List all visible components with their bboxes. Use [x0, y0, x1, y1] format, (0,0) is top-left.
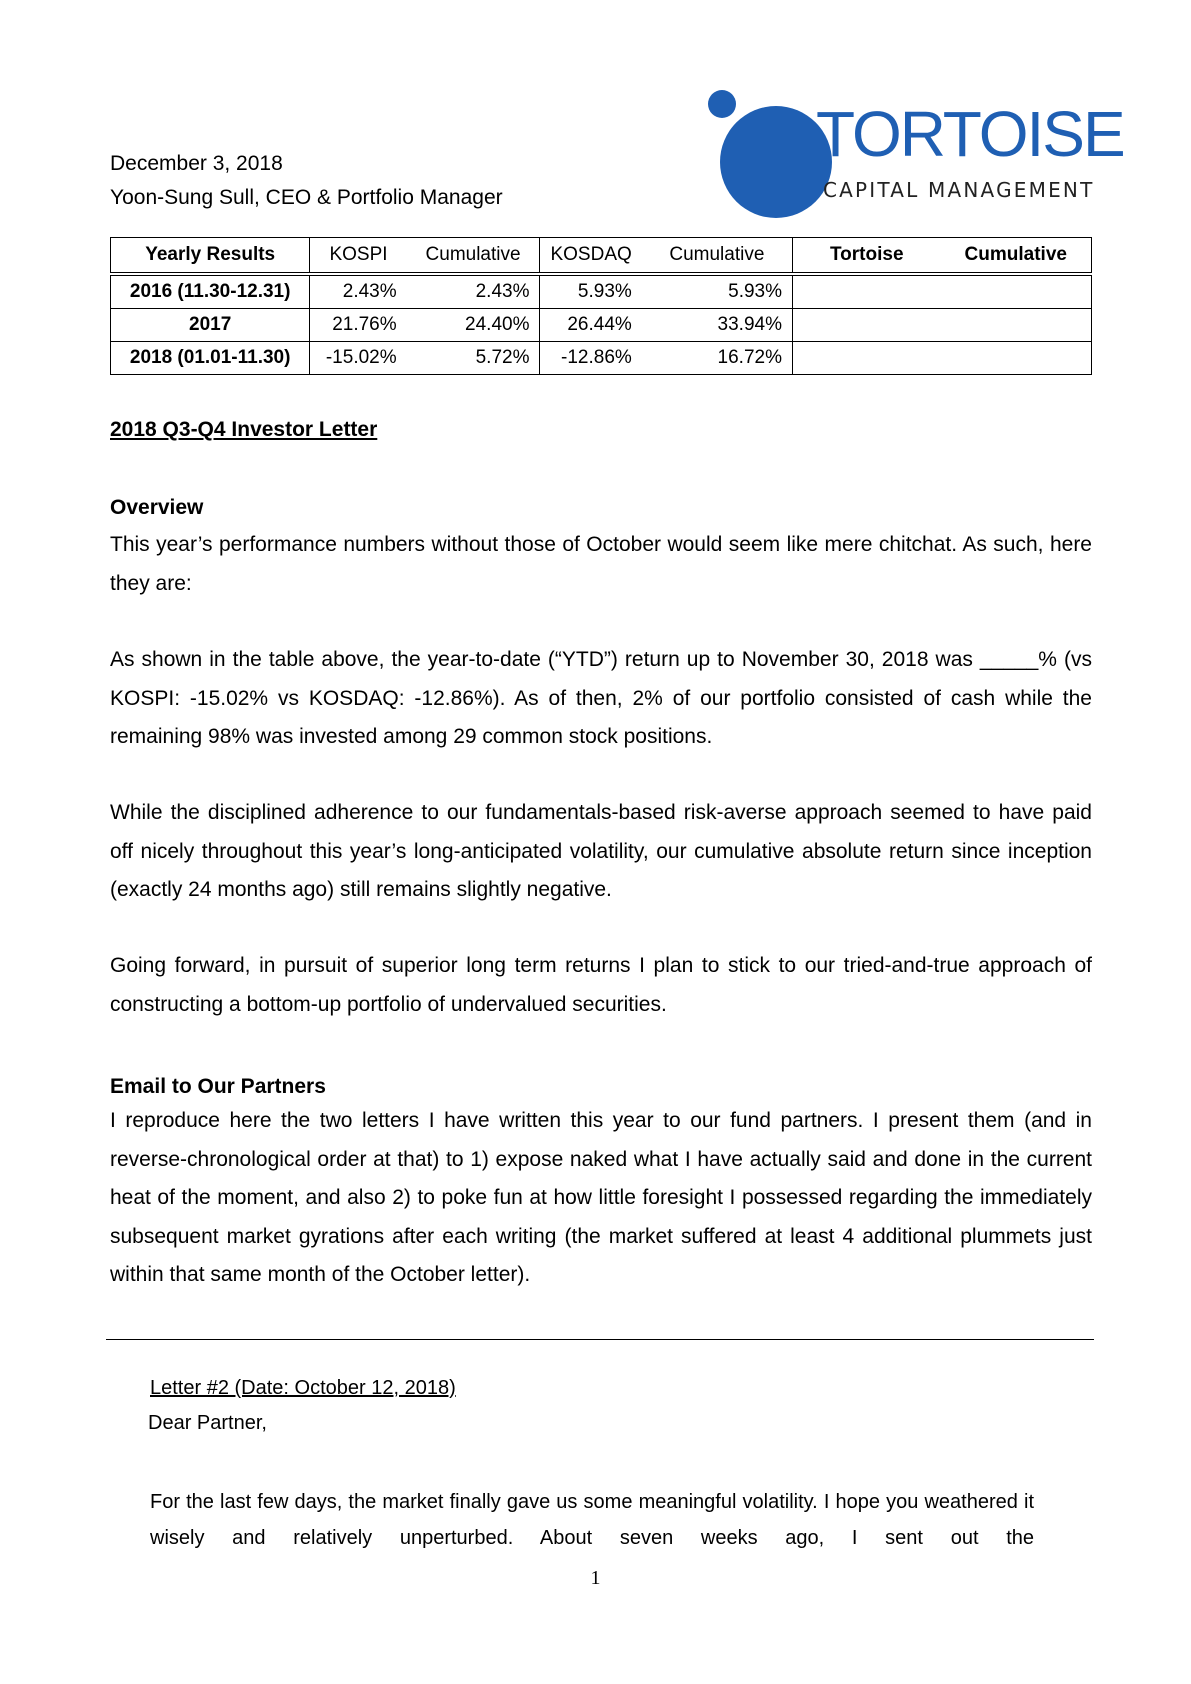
- letter-2-heading: Letter #2 (Date: October 12, 2018): [150, 1377, 456, 1399]
- table-row: [111, 274, 1092, 309]
- letter-2-paragraph: For the last few days, the market finally gave us some meaningful volatility. I hope you weathered it wisely and relatively unperturbed. About seven weeks ago, I sent out the: [150, 1491, 1034, 1549]
- table-header-cell: Cumulative: [941, 238, 1092, 275]
- table-cell: -15.02%: [310, 342, 407, 375]
- email-paragraph: I reproduce here the two letters I have written this year to our fund partners. I present them (and in reverse-chronological order at that) to 1) expose naked what I have actually said and done in the current heat of the moment, and also 2) to poke fun at how little foresight I possessed regarding the immediately subsequent market gyrations after each writing (the market suffered at least 4 additional plummets just within that same month of the October letter).: [110, 1109, 1092, 1286]
- table-cell: 5.93%: [540, 274, 642, 309]
- letter-2-greeting: Dear Partner,: [148, 1412, 267, 1434]
- table-header-cell: KOSDAQ: [540, 238, 642, 275]
- email-heading: Email to Our Partners: [110, 1075, 326, 1098]
- row-label: 2018 (01.01-11.30): [111, 342, 310, 375]
- page-number: 1: [590, 1567, 601, 1589]
- logo-brand-name: TORTOISE: [816, 98, 1124, 170]
- table-cell: [793, 309, 941, 342]
- letter-author: Yoon-Sung Sull, CEO & Portfolio Manager: [110, 186, 503, 209]
- table-header-cell: Tortoise: [793, 238, 941, 275]
- table-header-cell: Yearly Results: [111, 238, 310, 275]
- table-cell: 24.40%: [407, 309, 540, 342]
- letter-date: December 3, 2018: [110, 152, 283, 175]
- table-row: [111, 342, 1092, 375]
- logo-subtitle: CAPITAL MANAGEMENT: [823, 178, 1095, 202]
- logo-small-circle: [708, 90, 736, 118]
- section-divider: [106, 1339, 1094, 1340]
- letter-title: 2018 Q3-Q4 Investor Letter: [110, 418, 378, 441]
- overview-paragraph-4: Going forward, in pursuit of superior long term returns I plan to stick to our tried-and-true approach of constructing a bottom-up portfolio of undervalued securities.: [110, 954, 1092, 1016]
- table-cell: 5.72%: [407, 342, 540, 375]
- overview-paragraph-1: This year’s performance numbers without those of October would seem like mere chitchat. As such, here they are:: [110, 533, 1092, 595]
- table-cell: [793, 342, 941, 375]
- table-header-row: [111, 238, 1092, 275]
- table-header-cell: Cumulative: [642, 238, 793, 275]
- table-cell: 33.94%: [642, 309, 793, 342]
- table-cell: 2.43%: [310, 274, 407, 309]
- table-cell: 21.76%: [310, 309, 407, 342]
- table-cell: [941, 342, 1092, 375]
- table-cell: 5.93%: [642, 274, 793, 309]
- table-header-cell: Cumulative: [407, 238, 540, 275]
- table-header-cell: KOSPI: [310, 238, 407, 275]
- overview-paragraph-2: As shown in the table above, the year-to-date (“YTD”) return up to November 30, 2018 was _____% (vs KOSPI: -15.02% vs KOSDAQ: -12.86%). As of then, 2% of our portfolio consisted of cash while the remaining 98% was invested among 29 common stock positions.: [110, 648, 1092, 748]
- row-label: 2017: [111, 309, 310, 342]
- company-logo: [708, 90, 1124, 220]
- table-cell: 16.72%: [642, 342, 793, 375]
- table-cell: 2.43%: [407, 274, 540, 309]
- table-cell: [941, 309, 1092, 342]
- table-cell: [793, 274, 941, 309]
- yearly-results-table: [110, 237, 1092, 375]
- overview-heading: Overview: [110, 496, 204, 519]
- table-row: [111, 309, 1092, 342]
- overview-paragraph-3: While the disciplined adherence to our fundamentals-based risk-averse approach seemed to have paid off nicely throughout this year’s long-anticipated volatility, our cumulative absolute return since inception (exactly 24 months ago) still remains slightly negative.: [110, 801, 1092, 901]
- table-cell: [941, 274, 1092, 309]
- row-label: 2016 (11.30-12.31): [111, 274, 310, 309]
- table-cell: 26.44%: [540, 309, 642, 342]
- table-cell: -12.86%: [540, 342, 642, 375]
